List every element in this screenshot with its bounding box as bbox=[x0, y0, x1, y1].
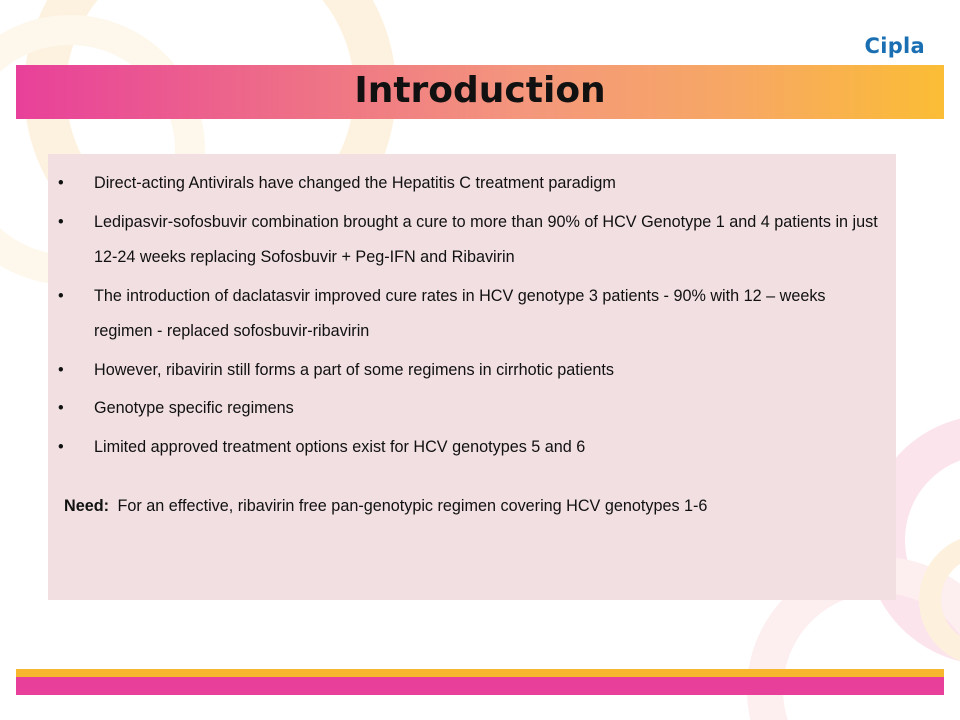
bullet-item bbox=[48, 279, 896, 350]
bullet-text: However, ribavirin still forms a part of some regimens in cirrhotic patients bbox=[94, 360, 614, 379]
bullet-list bbox=[48, 166, 896, 468]
bullet-item bbox=[48, 430, 896, 466]
bullet-icon: • bbox=[58, 437, 64, 456]
bullet-item bbox=[48, 205, 896, 276]
bullet-text: Genotype specific regimens bbox=[94, 399, 294, 417]
cipla-logo: Cipla bbox=[864, 34, 925, 58]
bullet-text: The introduction of daclatasvir improved cure rates in HCV genotype 3 patients - 90% with 12 – weeks regimen - replaced sofosbuvir-ribavirin bbox=[94, 286, 826, 340]
content-box bbox=[48, 154, 896, 600]
bullet-item bbox=[48, 353, 896, 389]
bullet-icon: • bbox=[58, 174, 64, 192]
bullet-text: Limited approved treatment options exist for HCV genotypes 5 and 6 bbox=[94, 437, 586, 456]
bullet-icon: • bbox=[58, 212, 64, 231]
need-text: For an effective, ribavirin free pan-genotypic regimen covering HCV genotypes 1-6 bbox=[117, 497, 708, 515]
footer-bar-yellow bbox=[16, 669, 944, 677]
need-statement bbox=[64, 497, 707, 516]
bullet-icon: • bbox=[58, 399, 64, 417]
footer-bar-pink bbox=[16, 677, 944, 695]
bullet-item bbox=[48, 391, 896, 427]
title-band bbox=[16, 65, 944, 119]
bullet-icon: • bbox=[58, 360, 64, 379]
slide-title: Introduction bbox=[354, 70, 606, 111]
need-label: Need: bbox=[64, 497, 109, 515]
bullet-item bbox=[48, 166, 896, 202]
bullet-icon: • bbox=[58, 286, 64, 305]
bullet-text: Direct-acting Antivirals have changed the Hepatitis C treatment paradigm bbox=[94, 174, 616, 192]
bullet-text: Ledipasvir-sofosbuvir combination brought a cure to more than 90% of HCV Genotype 1 and 4 patients in just 12-24 weeks replacing Sofosbuvir + Peg-IFN and Ribavirin bbox=[94, 212, 878, 266]
